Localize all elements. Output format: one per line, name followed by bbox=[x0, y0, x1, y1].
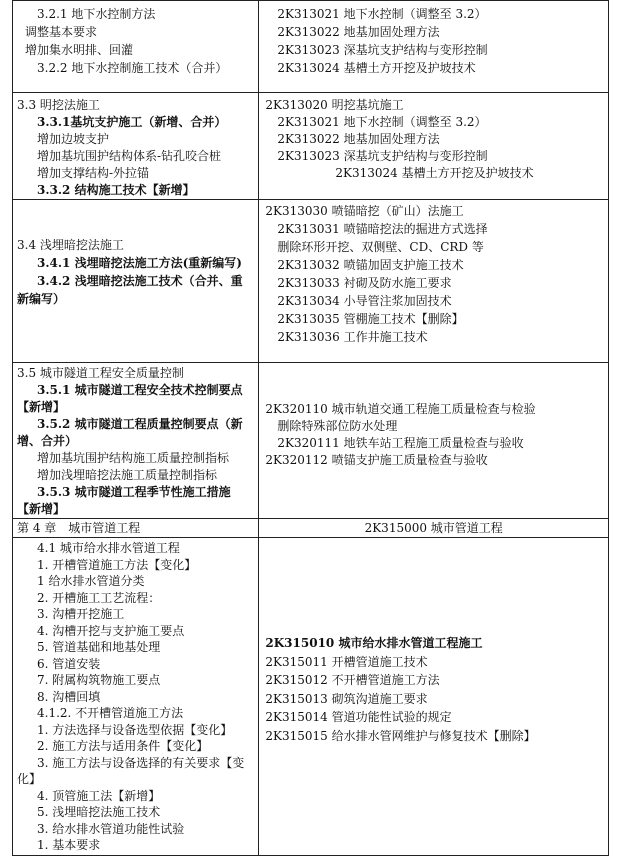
outline-line: 3.4.1 浅埋暗挖法施工方法(重新编写) bbox=[37, 256, 242, 270]
outline-line: 3.5 城市隧道工程安全质量控制 bbox=[17, 366, 184, 380]
outline-line: 2K313034 小导管注浆加固技术 bbox=[277, 294, 452, 308]
outline-line: 3.2.1 地下水控制方法 bbox=[37, 7, 156, 21]
outline-line: 增加浅埋暗挖法施工质量控制指标 bbox=[37, 468, 218, 482]
outline-line: 2K320112 喷锚支护施工质量检查与验收 bbox=[265, 453, 488, 467]
outline-line: 5. 浅埋暗挖法施工技术 bbox=[37, 805, 161, 819]
outline-line: 8. 沟槽回填 bbox=[37, 689, 101, 704]
outline-line: 2K313033 衬砌及防水施工要求 bbox=[277, 276, 452, 290]
outline-line: 第 4 章 城市管道工程 bbox=[17, 521, 141, 535]
new-outline-cell bbox=[259, 1, 609, 93]
outline-line: 2K313024 基槽土方开挖及护坡技术 bbox=[277, 61, 476, 75]
outline-line: 2K313022 地基加固处理方法 bbox=[277, 25, 440, 39]
outline-line: 4.1.2. 不开槽管道施工方法 bbox=[37, 706, 184, 720]
outline-line: 2K315012 不开槽管道施工方法 bbox=[265, 673, 440, 687]
outline-line: 4.1 城市给水排水管道工程 bbox=[37, 541, 180, 555]
outline-line: 增加集水明排、回灌 bbox=[25, 43, 134, 57]
outline-line: 2K313030 喷锚暗挖（矿山）法施工 bbox=[265, 204, 464, 218]
outline-line: 化】 bbox=[17, 772, 42, 786]
outline-line: 6. 管道安装 bbox=[37, 656, 101, 671]
outline-line: 3.5.3 城市隧道工程季节性施工措施 bbox=[37, 485, 231, 499]
outline-line: 2K315013 砌筑沟道施工要求 bbox=[265, 691, 428, 706]
outline-line: 3. 沟槽开挖施工 bbox=[37, 607, 125, 621]
outline-line: 增加支撑结构-外拉锚 bbox=[37, 166, 150, 180]
outline-line: 4. 沟槽开挖与支护施工要点 bbox=[37, 623, 185, 638]
new-outline-cell bbox=[259, 93, 609, 200]
outline-line: 3.5.2 城市隧道工程质量控制要点（新 bbox=[37, 417, 243, 431]
outline-line: 1. 基本要求 bbox=[37, 838, 101, 852]
outline-line: 新编写） bbox=[17, 292, 66, 306]
outline-line: 3.4 浅埋暗挖法施工 bbox=[17, 238, 124, 252]
outline-line: 1 给水排水管道分类 bbox=[37, 574, 145, 588]
outline-line: 2K313021 地下水控制（调整至 3.2） bbox=[277, 7, 487, 21]
old-outline-cell bbox=[13, 363, 259, 519]
old-outline-cell bbox=[13, 93, 259, 200]
outline-line: 2K315011 开槽管道施工技术 bbox=[265, 654, 428, 669]
outline-line: 【新增】 bbox=[17, 400, 66, 414]
table-row bbox=[13, 93, 609, 200]
outline-line: 2K313031 喷锚暗挖法的掘进方式选择 bbox=[277, 222, 488, 236]
outline-line: 3.3.1基坑支护施工（新增、合并） bbox=[37, 115, 227, 129]
outline-line: 3.2.2 地下水控制施工技术（合并） bbox=[37, 61, 228, 75]
outline-line: 3.3.2 结构施工技术【新增】 bbox=[37, 183, 195, 197]
outline-line: 2K315000 城市管道工程 bbox=[364, 521, 503, 535]
outline-line: 7. 附属构筑物施工要点 bbox=[37, 673, 161, 687]
outline-line: 2. 施工方法与适用条件【变化】 bbox=[37, 739, 209, 753]
old-outline-cell bbox=[13, 1, 259, 93]
new-outline-cell bbox=[259, 519, 609, 538]
new-outline-cell bbox=[259, 538, 609, 856]
outline-line: 2K315010 城市给水排水管道工程施工 bbox=[265, 636, 483, 650]
outline-line: 3.4.2 浅埋暗挖法施工技术（合并、重 bbox=[37, 274, 243, 288]
outline-line: 5. 管道基础和地基处理 bbox=[37, 640, 161, 654]
outline-line: 2K315015 给水排水管网维护与修复技术【删除】 bbox=[265, 728, 536, 743]
outline-line: 3. 给水排水管道功能性试验 bbox=[37, 821, 185, 836]
outline-line: 3.5.1 城市隧道工程安全技术控制要点 bbox=[37, 383, 243, 397]
outline-line: 2K315014 管道功能性试验的规定 bbox=[265, 710, 452, 724]
outline-line: 增加边坡支护 bbox=[37, 132, 110, 146]
outline-line: 删除环形开挖、双侧壁、CD、CRD 等 bbox=[277, 240, 484, 254]
outline-line: 2K313035 管棚施工技术【删除】 bbox=[277, 312, 464, 326]
outline-line: 2K320110 城市轨道交通工程施工质量检查与检验 bbox=[265, 402, 536, 416]
outline-line: 2K313023 深基坑支护结构与变形控制 bbox=[277, 149, 488, 163]
outline-line: 2K320111 地铁车站工程施工质量检查与验收 bbox=[277, 436, 524, 450]
outline-line: 删除特殊部位防水处理 bbox=[277, 419, 398, 433]
table-row bbox=[13, 519, 609, 538]
outline-line: 调整基本要求 bbox=[25, 25, 98, 39]
table-row bbox=[13, 200, 609, 363]
outline-line: 增加基坑围护结构体系-钻孔咬合桩 bbox=[37, 149, 222, 163]
outline-line: 【新增】 bbox=[17, 502, 66, 516]
table-row bbox=[13, 1, 609, 93]
table-row bbox=[13, 538, 609, 856]
outline-line: 1. 方法选择与设备选型依据【变化】 bbox=[37, 722, 233, 737]
old-outline-cell bbox=[13, 538, 259, 856]
outline-line: 2K313022 地基加固处理方法 bbox=[277, 132, 440, 146]
outline-line: 2K313023 深基坑支护结构与变形控制 bbox=[277, 43, 488, 57]
old-outline-cell bbox=[13, 519, 259, 538]
outline-line: 2K313024 基槽土方开挖及护坡技术 bbox=[335, 166, 534, 180]
outline-line: 2K313032 喷锚加固支护施工技术 bbox=[277, 258, 464, 272]
outline-line: 4. 顶管施工法【新增】 bbox=[37, 788, 161, 803]
outline-line: 增、合并） bbox=[17, 434, 78, 448]
outline-line: 3. 施工方法与设备选择的有关要求【变 bbox=[37, 755, 245, 770]
comparison-table bbox=[12, 0, 609, 856]
outline-line: 2K313036 工作井施工技术 bbox=[277, 330, 428, 344]
outline-line: 2. 开槽施工工艺流程： bbox=[37, 590, 161, 605]
old-outline-cell bbox=[13, 200, 259, 363]
outline-line: 2K313020 明挖基坑施工 bbox=[265, 98, 404, 112]
new-outline-cell bbox=[259, 363, 609, 519]
new-outline-cell bbox=[259, 200, 609, 363]
table-row bbox=[13, 363, 609, 519]
outline-line: 1. 开槽管道施工方法【变化】 bbox=[37, 557, 197, 572]
outline-line: 3.3 明挖法施工 bbox=[17, 98, 100, 112]
outline-line: 增加基坑围护结构施工质量控制指标 bbox=[37, 451, 230, 465]
outline-line: 2K313021 地下水控制（调整至 3.2） bbox=[277, 115, 487, 129]
